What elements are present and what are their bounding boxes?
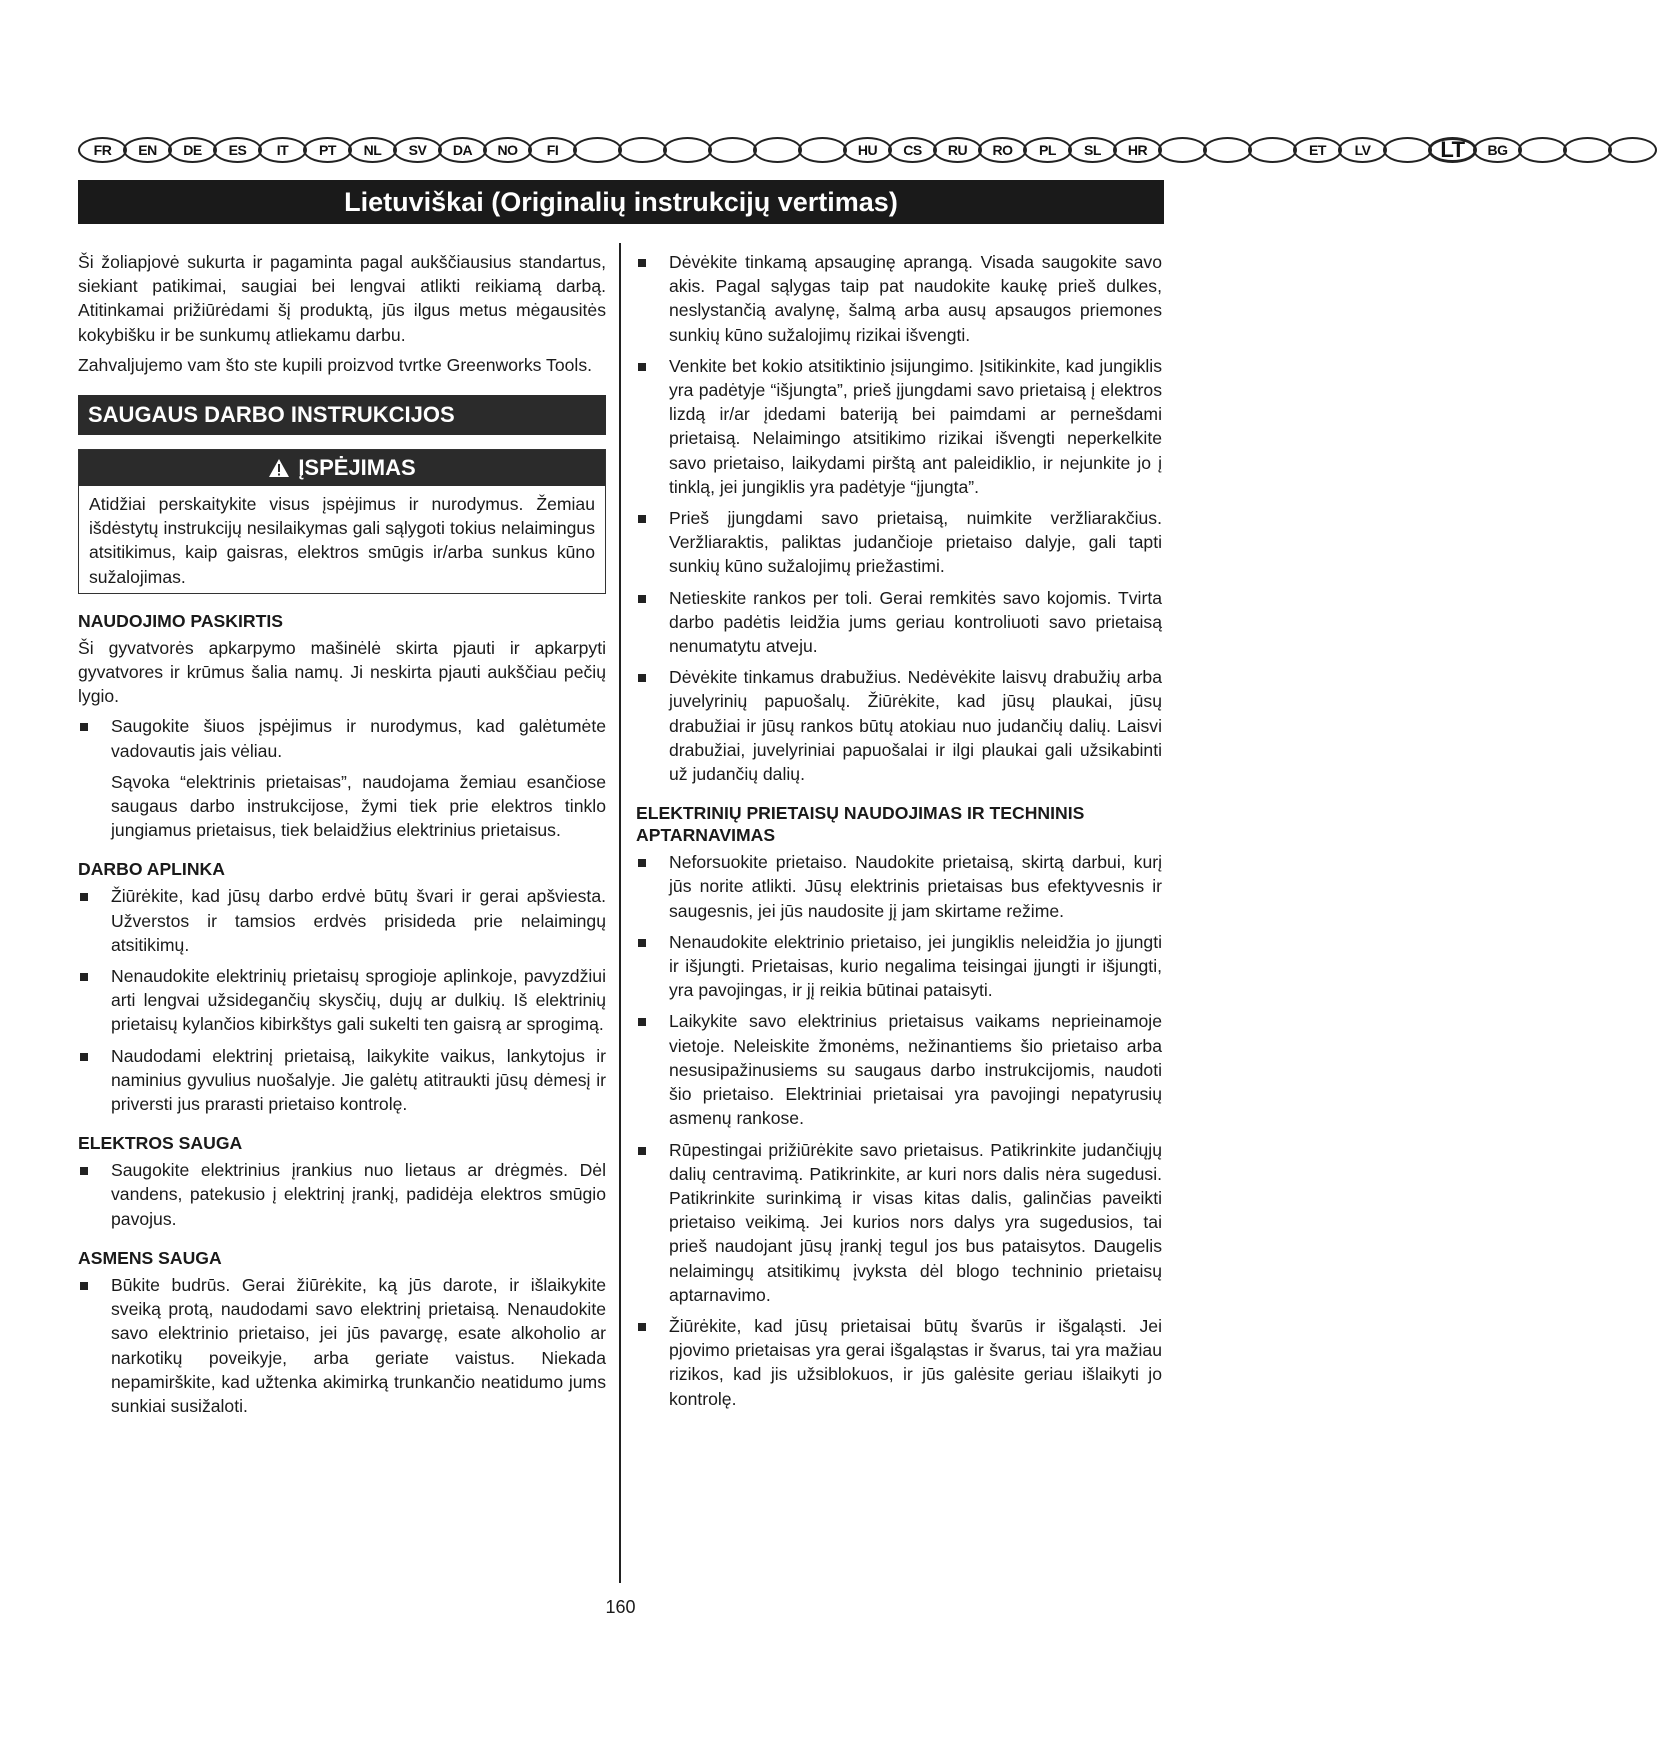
language-oval <box>1248 137 1297 163</box>
bullet-square-icon <box>638 1147 646 1155</box>
list-item: Saugokite šiuos įspėjimus ir nurodymus, kad galėtumėte vadovautis jais vėliau. <box>78 714 606 762</box>
list-item: Neforsuokite prietaiso. Naudokite prietaisą, skirtą darbui, kurį jūs norite atlikti. Jūsų elektrinis prietaisas bus efektyvesnis ir saugesnis, jei jūs naudosite jį jam skirtame režime. <box>636 850 1162 923</box>
bullet-square-icon <box>80 1282 88 1290</box>
warning-body <box>79 486 605 593</box>
list-item: Būkite budrūs. Gerai žiūrėkite, ką jūs darote, ir išlaikykite sveiką protą, naudodami savo elektrinį prietaisą. Nenaudokite savo elektrinio prietaiso, jei jūs pavargę, esate alkoholio ar narkotikų poveikyje, arba geriate vaistus. Niekada nepamirškite, kad užtenka akimirką trunkančio neatidumo jums sunkiai susižaloti. <box>78 1273 606 1418</box>
bullet-square-icon <box>638 363 646 371</box>
language-oval <box>708 137 757 163</box>
language-oval: ET <box>1293 137 1342 163</box>
list-item: Saugokite elektrinius įrankius nuo lietaus ar drėgmės. Dėl vandens, patekusio į elektrinį įrankį, padidėja elektros smūgio pavojus. <box>78 1158 606 1231</box>
list-item: Netieskite rankos per toli. Gerai remkitės savo kojomis. Tvirta darbo padėtis leidžia jums geriau kontroliuoti savo prietaisą nenumatytu atveju. <box>636 586 1162 659</box>
bullet-square-icon <box>80 973 88 981</box>
list-item: Nenaudokite elektrinio prietaiso, jei jungiklis neleidžia jo įjungti ir išjungti. Prietaisas, kurio negalima teisingai įjungti ir išjungti, yra pavojingas, ir jį reikia būtinai pataisyti. <box>636 930 1162 1003</box>
language-oval: DA <box>438 137 487 163</box>
right-column <box>636 250 1162 1418</box>
language-oval: DE <box>168 137 217 163</box>
bullet-square-icon <box>638 1018 646 1026</box>
list-item: Nenaudokite elektrinių prietaisų sprogioje aplinkoje, pavyzdžiui arti lengvai užsidegančių skysčių, dujų ar dulkių. Iš elektrinių prietaisų kylančios kibirkštys gali sukelti ten gaisrą ar sprogimą. <box>78 964 606 1037</box>
language-oval: SL <box>1068 137 1117 163</box>
bullet-square-icon <box>80 1053 88 1061</box>
language-oval <box>1563 137 1612 163</box>
language-oval: SV <box>393 137 442 163</box>
list-item: Dėvėkite tinkamą apsauginę aprangą. Visada saugokite savo akis. Pagal sąlygas taip pat naudokite kaukę prieš dulkes, neslystančią avalynę, šalmą arba ausų apsaugos priemones sunkių kūno sužalojimų rizikai išvengti. <box>636 250 1162 347</box>
language-oval: RO <box>978 137 1027 163</box>
subheading-personal-safety: ASMENS SAUGA <box>78 1247 222 1268</box>
language-oval: HU <box>843 137 892 163</box>
language-oval <box>753 137 802 163</box>
purpose-subtext: Sąvoka “elektrinis prietaisas”, naudojama žemiau esančiose saugaus darbo instrukcijose, žymi tiek prie elektros tinklo jungiamus prietaisus, tiek belaidžius elektrinius prietaisus. <box>111 771 606 841</box>
bullet-square-icon <box>80 723 88 731</box>
list-item: Rūpestingai prižiūrėkite savo prietaisus. Patikrinkite judančiųjų dalių centravimą. Patikrinkite, ar kuri nors dalis nėra sugedusi. Patikrinkite surinkimą ir visas kitas dalis, galinčias paveikti prietaiso veikimą. Jei kurios nors dalys yra sugedusios, tai prieš naudojant jūsų įrankį tegul jos bus pataisytos. Daugelis nelaimingų atsitikimų įvyksta dėl blogo techninio prietaisų aptarnavimo. <box>636 1138 1162 1307</box>
subheading-tool-use: ELEKTRINIŲ PRIETAISŲ NAUDOJIMAS IR TECHNINIS APTARNAVIMAS <box>636 803 1085 846</box>
bullet-square-icon <box>638 939 646 947</box>
bullet-square-icon <box>638 859 646 867</box>
language-oval: FR <box>78 137 127 163</box>
language-oval <box>1383 137 1432 163</box>
warning-title: ĮSPĖJIMAS <box>298 454 416 480</box>
warning-triangle-icon <box>268 458 290 478</box>
bullet-square-icon <box>638 674 646 682</box>
purpose-text: Ši gyvatvorės apkarpymo mašinėlė skirta pjauti ir apkarpyti gyvatvores ir krūmus šalia namų. Ji neskirta pjauti aukščiau pečių lygio. <box>78 637 606 707</box>
list-item: Naudodami elektrinį prietaisą, laikykite vaikus, lankytojus ir naminius gyvulius nuošalyje. Jie galėtų atitraukti jūsų dėmesį ir priversti jus prarasti prietaiso kontrolę. <box>78 1044 606 1117</box>
language-oval: FI <box>528 137 577 163</box>
language-oval: PT <box>303 137 352 163</box>
section-heading: SAUGAUS DARBO INSTRUKCIJOS <box>78 395 606 435</box>
language-oval: IT <box>258 137 307 163</box>
warning-box <box>78 449 606 594</box>
language-oval-active: LT <box>1428 137 1477 163</box>
language-oval <box>1158 137 1207 163</box>
list-item: Prieš įjungdami savo prietaisą, nuimkite veržliarakčius. Veržliaraktis, paliktas judančioje prietaiso dalyje, gali tapti sunkių kūno sužalojimų priežastimi. <box>636 506 1162 579</box>
language-oval: ES <box>213 137 262 163</box>
left-column <box>78 250 606 1425</box>
list-item: Dėvėkite tinkamus drabužius. Nedėvėkite laisvų drabužių arba juvelyrinių papuošalų. Žiūrėkite, kad jūsų plaukai, jūsų drabužiai ir jūsų rankos būtų atokiau nuo judančių dalių. Laisvi drabužiai, juvelyriniai papuošalai ir ilgi plaukai gali užsikabinti už judančių dalių. <box>636 665 1162 786</box>
subheading-purpose: NAUDOJIMO PASKIRTIS <box>78 610 283 631</box>
language-selector-row <box>78 136 1508 164</box>
subheading-electrical-safety: ELEKTROS SAUGA <box>78 1133 243 1154</box>
language-oval <box>1608 137 1657 163</box>
intro-paragraph: Ši žoliapjovė sukurta ir pagaminta pagal aukščiausius standartus, siekiant patikimai, saugiai bei lengvai atlikti reikiamą darbą. Atitinkamai prižiūrėdami šį produktą, jūs ilgus metus mėgausitės kokybišku ir be sunkumų atliekamu darbu. <box>78 252 606 345</box>
column-divider <box>619 243 621 1583</box>
language-oval: NL <box>348 137 397 163</box>
language-oval: CS <box>888 137 937 163</box>
list-item: Venkite bet kokio atsitiktinio įsijungimo. Įsitikinkite, kad jungiklis yra padėtyje “išjungta”, prieš įjungdami savo prietaisą į elektros lizdą ir/ar įdedami bateriją bei paimdami ar pernešdami prietaisą. Nelaimingo atsitikimo rizikai išvengti neperkelkite savo prietaiso, laikydami pirštą ant paleidiklio, ir nejunkite jo į tinklą, jei jungiklis yra padėtyje “įjungta”. <box>636 354 1162 499</box>
bullet-square-icon <box>638 595 646 603</box>
language-oval: LV <box>1338 137 1387 163</box>
language-oval: HR <box>1113 137 1162 163</box>
language-oval <box>663 137 712 163</box>
language-oval: NO <box>483 137 532 163</box>
language-oval: BG <box>1473 137 1522 163</box>
bullet-square-icon <box>638 1323 646 1331</box>
language-oval: PL <box>1023 137 1072 163</box>
bullet-square-icon <box>638 515 646 523</box>
language-oval <box>573 137 622 163</box>
intro-paragraph: Zahvaljujemo vam što ste kupili proizvod tvrtke Greenworks Tools. <box>78 354 593 375</box>
bullet-square-icon <box>80 893 88 901</box>
language-oval <box>798 137 847 163</box>
list-item: Laikykite savo elektrinius prietaisus vaikams neprieinamoje vietoje. Neleiskite žmonėms, nežinantiems šio prietaiso arba nesusipažinusiems su saugaus darbo instrukcijomis, naudoti šio prietaiso. Elektriniai prietaisai yra pavojingi nepatyrusių asmenų rankose. <box>636 1009 1162 1130</box>
language-oval <box>1518 137 1567 163</box>
bullet-square-icon <box>80 1167 88 1175</box>
language-oval <box>618 137 667 163</box>
language-oval: RU <box>933 137 982 163</box>
bullet-square-icon <box>638 259 646 267</box>
list-item: Žiūrėkite, kad jūsų darbo erdvė būtų švari ir gerai apšviesta. Užverstos ir tamsios erdvės prisideda prie nelaimingų atsitikimų. <box>78 884 606 957</box>
warning-text: Atidžiai perskaitykite visus įspėjimus ir nurodymus. Žemiau išdėstytų instrukcijų nesilaikymas gali sąlygoti tokius nelaimingus atsitikimus, kaip gaisras, elektros smūgis ir/arba sunkus kūno sužalojimas. <box>89 494 595 587</box>
page-title: Lietuviškai (Originalių instrukcijų vertimas) <box>78 180 1164 224</box>
page-number: 160 <box>605 1597 636 1617</box>
subheading-work-area: DARBO APLINKA <box>78 859 225 880</box>
list-item: Žiūrėkite, kad jūsų prietaisai būtų švarūs ir išgaląsti. Jei pjovimo prietaisas yra gerai išgaląstas ir švarus, tai yra mažiau rizikos, kad jis užsiblokuos, ir jūs galėsite geriau išlaikyti jo kontrolę. <box>636 1314 1162 1411</box>
language-oval: EN <box>123 137 172 163</box>
language-oval <box>1203 137 1252 163</box>
warning-header <box>79 450 605 486</box>
